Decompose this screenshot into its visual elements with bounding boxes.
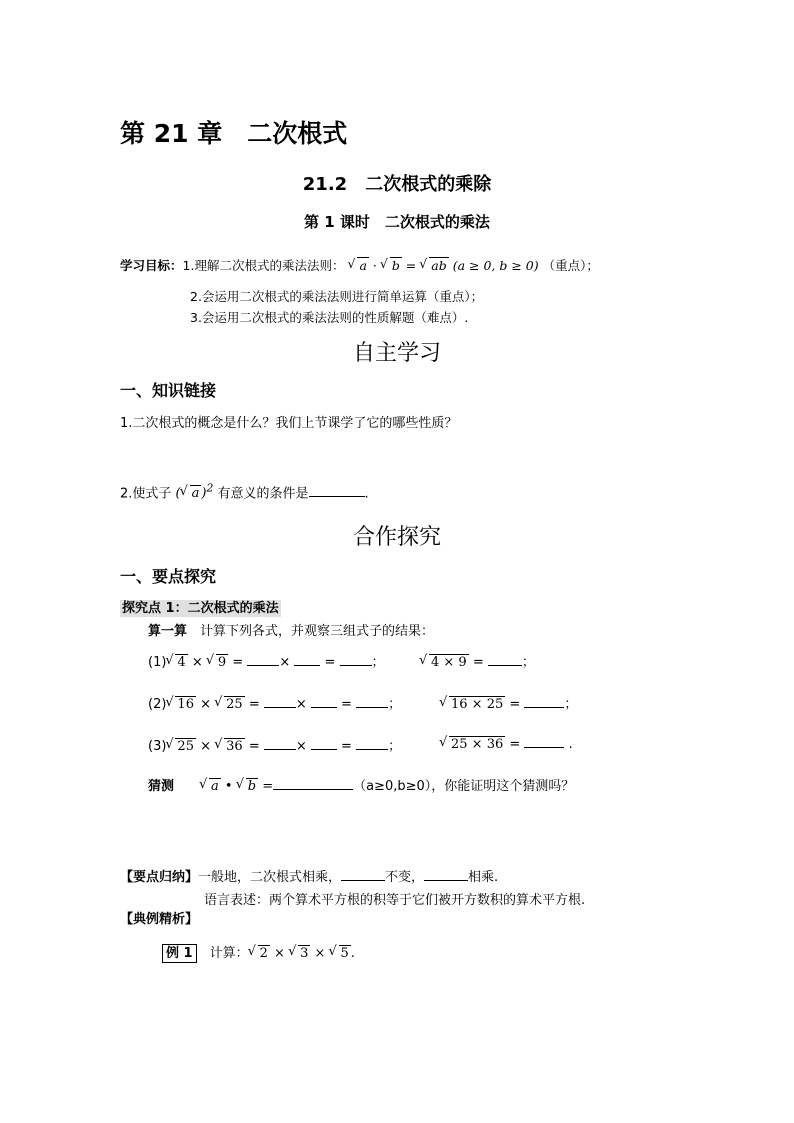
answer-blank[interactable]	[264, 737, 296, 750]
sqrt-product: √ 25 × 36	[441, 737, 505, 752]
calc-instruction	[148, 620, 434, 639]
self-study-heading: 自主学习	[352, 341, 441, 366]
sqrt-a: √ 4	[167, 655, 187, 670]
row-index: (3)	[148, 739, 167, 754]
question-2-prefix: 2.使式子	[120, 486, 172, 502]
cooperative-inquiry-heading: 合作探究	[352, 525, 441, 550]
answer-blank[interactable]	[311, 695, 337, 708]
answer-blank[interactable]	[488, 653, 522, 666]
example-text: 计算：	[209, 946, 249, 961]
question-2	[120, 482, 369, 501]
summary-text-1: 一般地，二次根式相乘，	[198, 870, 342, 885]
row-end: ；	[521, 655, 535, 670]
knowledge-link-heading: 一、知识链接	[120, 381, 217, 400]
learning-goal-2: 2.会运用二次根式的乘法法则进行简单运算（重点）；	[190, 289, 484, 304]
row-index: (2)	[148, 697, 167, 712]
explore-point-label: 探究点 1：二次根式的乘法	[122, 601, 279, 616]
row-end: .	[568, 737, 573, 752]
question-2-suffix: 有意义的条件是	[217, 486, 309, 502]
goals-label: 学习目标：	[120, 258, 183, 273]
section-title: 21.2 二次根式的乘除	[302, 174, 492, 195]
answer-blank[interactable]	[356, 695, 388, 708]
row-index: (1)	[148, 655, 167, 670]
summary-text-3: 相乘.	[468, 870, 499, 885]
sqrt-product: √ 4 × 9	[421, 655, 469, 670]
lesson-title: 第 1 课时 二次根式的乘法	[304, 213, 490, 231]
question-2-end: .	[364, 486, 369, 502]
calc-row-1: (1)√ 4 × √ 9 = × = ；	[148, 651, 385, 670]
calc-row-2-product: √ 16 × 25 = ；	[440, 693, 577, 712]
answer-blank[interactable]	[524, 695, 564, 708]
sqrt-a-squared-formula: (√ a )$^2$	[176, 486, 214, 501]
sqrt-a: √ 16	[167, 697, 196, 712]
calc-row-1-product: √ 4 × 9 = ；	[420, 651, 535, 670]
goal1-text: 1.理解二次根式的乘法法则：	[182, 258, 345, 273]
sqrt-b: √ 25	[216, 697, 245, 712]
explore-point-tag	[120, 597, 281, 616]
answer-blank[interactable]	[340, 653, 372, 666]
answer-blank[interactable]	[356, 737, 388, 750]
calc-row-3: (3)√ 25 × √ 36 = × = ；	[148, 735, 401, 754]
summary-label: 【要点归纳】	[120, 870, 199, 885]
calc-row-2: (2)√ 16 × √ 25 = × = ；	[148, 693, 401, 712]
answer-blank[interactable]	[524, 735, 564, 748]
sqrt-product: √ 16 × 25	[441, 697, 505, 712]
example-1	[162, 942, 355, 961]
summary-line	[120, 866, 498, 885]
learning-goal-1	[120, 256, 599, 274]
guess-line	[148, 775, 574, 794]
answer-blank[interactable]	[273, 777, 353, 790]
answer-blank[interactable]	[309, 484, 365, 497]
multiplication-rule-formula: √ a · √ b = √ ab	[348, 258, 448, 273]
answer-blank[interactable]	[247, 653, 279, 666]
answer-blank[interactable]	[294, 653, 320, 666]
question-1: 1.二次根式的概念是什么？我们上节课学了它的哪些性质？	[120, 416, 458, 431]
key-points-heading: 一、要点探究	[120, 567, 217, 586]
calc-instruction-text: 计算下列各式，并观察三组式子的结果：	[200, 624, 435, 639]
learning-goal-3: 3.会运用二次根式的乘法法则的性质解题（难点）.	[190, 310, 469, 325]
chapter-title: 第 21 章 二次根式	[120, 119, 348, 148]
example-formula: √ 2 × √ 3 × √ 5 .	[249, 946, 355, 961]
summary-language: 语言表述：两个算术平方根的积等于它们被开方数积的算术平方根.	[204, 893, 586, 908]
example-label: 例 1	[162, 944, 197, 963]
answer-blank[interactable]	[424, 868, 468, 881]
goal1-condition: (a ≥ 0, b ≥ 0)	[452, 258, 539, 273]
summary-text-2: 不变，	[385, 870, 425, 885]
guess-condition: （a≥0,b≥0），你能证明这个猜测吗？	[353, 779, 575, 794]
calc-label: 算一算	[148, 624, 188, 639]
sqrt-a: √ 25	[167, 739, 196, 754]
example-heading: 【典例精析】	[120, 912, 199, 927]
calc-row-3-product: √ 25 × 36 = .	[440, 735, 573, 752]
goal1-key: （重点）；	[542, 258, 599, 273]
guess-label: 猜测	[148, 779, 175, 794]
row-end: ；	[564, 697, 578, 712]
sqrt-b: √ 9	[208, 655, 228, 670]
guess-formula: √ a • √ b =	[200, 779, 273, 794]
answer-blank[interactable]	[311, 737, 337, 750]
sqrt-b: √ 36	[216, 739, 245, 754]
answer-blank[interactable]	[341, 868, 385, 881]
answer-blank[interactable]	[264, 695, 296, 708]
